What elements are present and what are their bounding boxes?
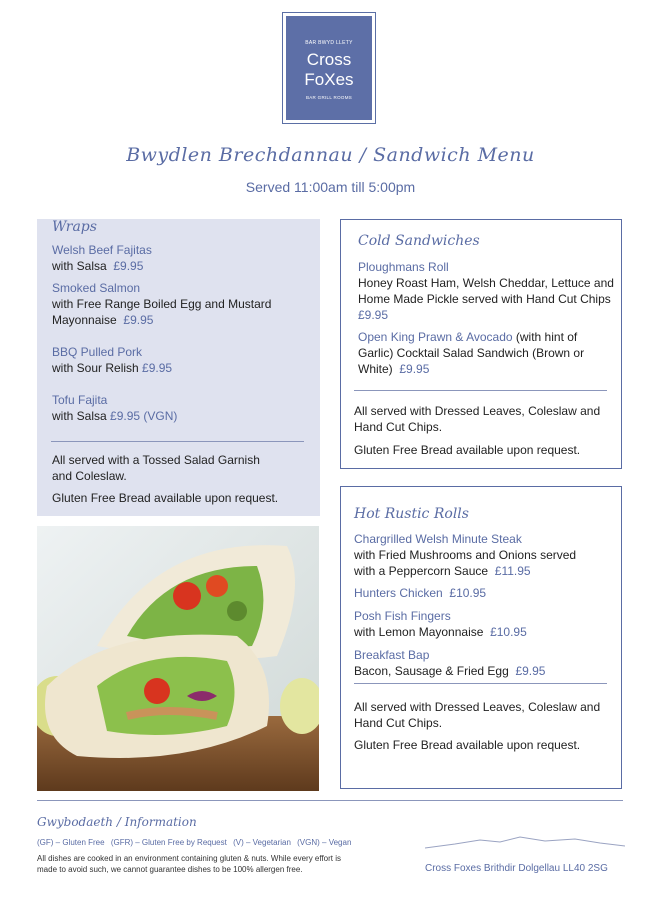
hot-note <box>354 699 600 731</box>
dietary-legend <box>37 838 355 847</box>
item-name: Breakfast Bap <box>354 648 430 662</box>
item-name-line <box>358 329 618 345</box>
cold-item-prawn <box>358 329 618 377</box>
logo-top-line: BAR BWYD LLETY <box>305 40 353 46</box>
wrap-item-tofu <box>52 392 177 424</box>
item-price: £9.95 <box>142 361 173 375</box>
legend-gf: (GF) – Gluten Free <box>37 838 105 847</box>
allergen-line1: All dishes are cooked in an environment containing gluten & nuts. While every effort is <box>37 854 342 863</box>
item-desc-text: with Lemon Mayonnaise <box>354 625 484 639</box>
item-price: £10.95 <box>449 586 487 600</box>
wrap-item-beef <box>52 242 152 274</box>
footer-divider <box>37 800 623 801</box>
legend-gfr: (GFR) – Gluten Free by Request <box>110 838 227 847</box>
logo-name-line2: FoXes <box>304 70 354 89</box>
cold-heading: Cold Sandwiches <box>358 233 480 249</box>
item-desc <box>52 258 152 274</box>
legend-v: (V) – Vegetarian <box>233 838 291 847</box>
divider <box>51 441 304 442</box>
item-desc-line2: Garlic) Cocktail Salad Sandwich (Brown or <box>358 346 585 360</box>
hot-item-breakfast <box>354 647 545 679</box>
info-heading: Gwybodaeth / Information <box>37 815 197 829</box>
cold-note <box>354 403 600 435</box>
divider <box>354 683 607 684</box>
item-desc-text: Bacon, Sausage & Fried Egg <box>354 664 509 678</box>
item-desc-line1: with Free Range Boiled Egg and Mustard <box>52 297 272 311</box>
divider <box>354 390 607 391</box>
gluten-free-note: Gluten Free Bread available upon request. <box>354 738 581 752</box>
gluten-free-note: Gluten Free Bread available upon request. <box>52 491 279 505</box>
note-line1: All served with Dressed Leaves, Coleslaw and <box>354 700 601 714</box>
item-desc-text: with Salsa <box>52 409 107 423</box>
allergen-line2: made to avoid such, we cannot guarantee dishes to be 100% allergen free. <box>37 865 303 874</box>
logo-badge <box>286 16 372 120</box>
hot-item-chicken <box>354 585 486 601</box>
item-price: £9.95 (VGN) <box>110 409 178 423</box>
logo-name-line1: Cross <box>306 50 352 69</box>
allergen-notice <box>37 853 397 875</box>
item-desc-line1: with Fried Mushrooms and Onions served <box>354 548 577 562</box>
wraps-heading: Wraps <box>52 219 97 235</box>
legend-vgn: (VGN) – Vegan <box>297 838 352 847</box>
item-name: Posh Fish Fingers <box>354 609 451 623</box>
item-desc-text: White) <box>358 362 393 376</box>
hot-heading: Hot Rustic Rolls <box>354 506 469 522</box>
wrap-photo-illustration <box>37 526 319 791</box>
note-line2: and Coleslaw. <box>52 469 127 483</box>
wrap-item-salmon <box>52 280 271 328</box>
note-line1: All served with Dressed Leaves, Coleslaw and <box>354 404 601 418</box>
address: Cross Foxes Brithdir Dolgellau LL40 2SG <box>425 863 608 874</box>
hot-item-steak <box>354 531 616 579</box>
wraps-note <box>52 452 260 484</box>
item-desc-text: Mayonnaise <box>52 313 117 327</box>
item-desc-line2: Home Made Pickle served with Hand Cut Chips <box>358 292 611 306</box>
note-line1: All served with a Tossed Salad Garnish <box>52 453 260 467</box>
item-price: £10.95 <box>490 625 527 639</box>
served-hours: Served 11:00am till 5:00pm <box>245 179 416 195</box>
item-name: Open King Prawn & Avocado <box>358 330 513 344</box>
note-line2: Hand Cut Chips. <box>354 716 443 730</box>
item-name: Chargrilled Welsh Minute Steak <box>354 532 522 546</box>
item-name: Tofu Fajita <box>52 393 108 407</box>
item-name: Smoked Salmon <box>52 281 141 295</box>
item-price: £9.95 <box>358 308 389 322</box>
item-price: £9.95 <box>399 362 430 376</box>
item-name: Welsh Beef Fajitas <box>52 243 152 257</box>
item-name: Ploughmans Roll <box>358 260 449 274</box>
mountain-outline-graphic <box>425 832 625 852</box>
item-desc-text: with Salsa <box>52 259 107 273</box>
item-price: £9.95 <box>123 313 154 327</box>
gluten-free-note: Gluten Free Bread available upon request. <box>354 443 581 457</box>
item-price: £9.95 <box>515 664 546 678</box>
item-price: £11.95 <box>494 564 531 578</box>
item-desc-line3 <box>358 361 618 377</box>
item-desc-line1: Honey Roast Ham, Welsh Cheddar, Lettuce and <box>358 276 614 290</box>
wraps-panel <box>37 219 320 516</box>
item-desc-line2 <box>354 563 616 579</box>
page-title: Bwydlen Brechdannau / Sandwich Menu <box>126 144 535 166</box>
item-name: Hunters Chicken <box>354 586 443 600</box>
item-name: BBQ Pulled Pork <box>52 345 143 359</box>
item-desc-text: with Sour Relish <box>52 361 139 375</box>
logo-name <box>286 50 372 90</box>
cold-sandwiches-panel <box>340 219 622 469</box>
note-line2: Hand Cut Chips. <box>354 420 443 434</box>
logo-bottom-line: BAR GRILL ROOMS <box>305 95 353 100</box>
item-desc-text: with a Peppercorn Sauce <box>354 564 489 578</box>
item-price: £9.95 <box>113 259 144 273</box>
item-desc <box>354 624 527 640</box>
item-desc <box>52 408 177 424</box>
wrap-item-pork <box>52 344 172 376</box>
item-desc-line2 <box>52 312 271 328</box>
wrap-photo <box>37 526 319 791</box>
cold-item-ploughmans <box>358 259 618 323</box>
item-desc-line1: (with hint of <box>515 330 578 344</box>
item-desc <box>354 663 545 679</box>
hot-rolls-panel <box>340 486 622 789</box>
hot-item-fish <box>354 608 527 640</box>
logo <box>282 12 376 124</box>
item-desc <box>52 360 172 376</box>
